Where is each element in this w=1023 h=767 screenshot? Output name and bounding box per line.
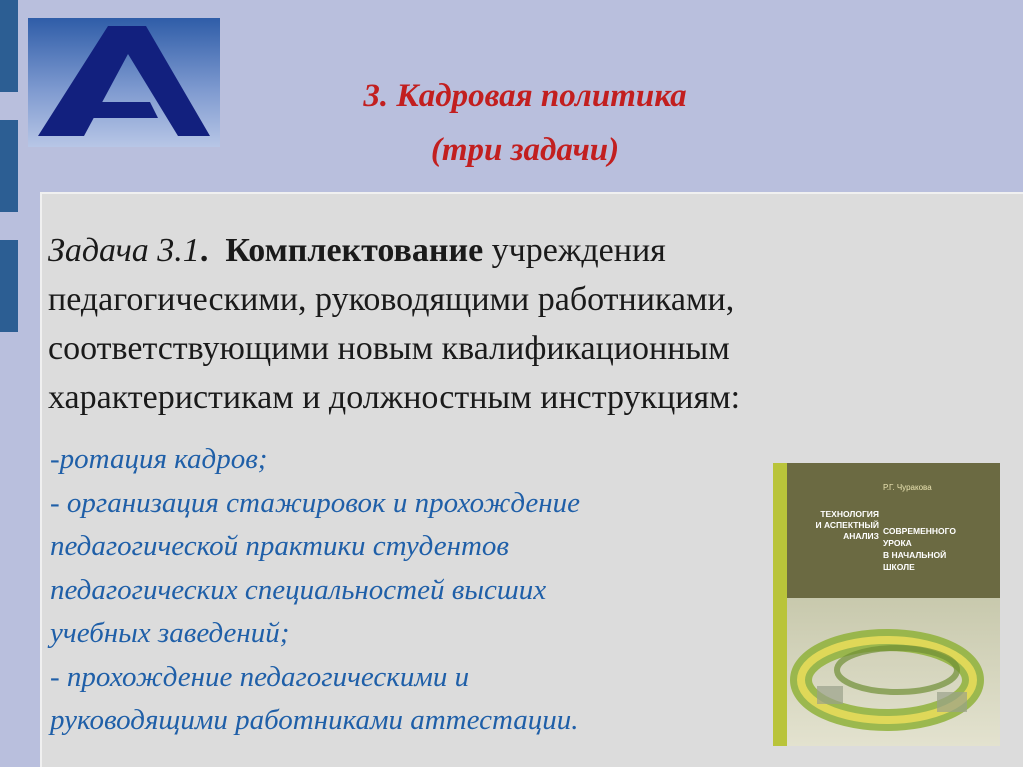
task-line-3: соответствующими новым квалификационным [48, 330, 730, 367]
side-bar-decoration [0, 0, 18, 92]
slide-title-line-2: (три задачи) [430, 132, 620, 168]
list-item: руководящими работниками аттестации. [50, 704, 579, 736]
book-author: Р.Г. Чуракова [883, 483, 932, 492]
list-item: - организация стажировок и прохождение [50, 486, 581, 519]
task-line-1 [48, 226, 1008, 275]
task-line-2: педагогическими, руководящими работниками, [48, 281, 735, 318]
list-item: педагогических специальностей высших [50, 573, 547, 606]
task-line-1-rest: учреждения [483, 232, 666, 269]
task-label-dot: . [199, 232, 209, 269]
mobius-strip-icon [787, 598, 1000, 746]
logo [28, 18, 220, 147]
list-item: - прохождение педагогическими и [50, 660, 470, 693]
task-line-4: характеристикам и должностным инструкциям: [48, 379, 741, 416]
list-item: педагогической практики студентов [50, 530, 509, 562]
slide-title-line-1: 3. Кадровая политика [363, 78, 687, 114]
book-cover-illustration [787, 598, 1000, 746]
task-items-list [50, 438, 770, 743]
side-bar-decoration [0, 120, 18, 212]
list-item: -ротация кадров; [50, 443, 268, 475]
task-label: Задача 3.1 [48, 232, 200, 269]
side-bar-decoration [0, 240, 18, 332]
task-keyword: Комплектование [225, 232, 484, 269]
list-item: учебных заведений; [50, 617, 290, 649]
task-description [48, 226, 1008, 422]
book-spine-stripe [773, 463, 787, 746]
book-cover-image [773, 463, 1000, 746]
book-title-right: СОВРЕМЕННОГО УРОКА В НАЧАЛЬНОЙ ШКОЛЕ [883, 526, 956, 572]
book-title-left: ТЕХНОЛОГИЯ И АСПЕКТНЫЙ АНАЛИЗ [815, 509, 879, 541]
letter-a-logo-icon [28, 18, 220, 147]
